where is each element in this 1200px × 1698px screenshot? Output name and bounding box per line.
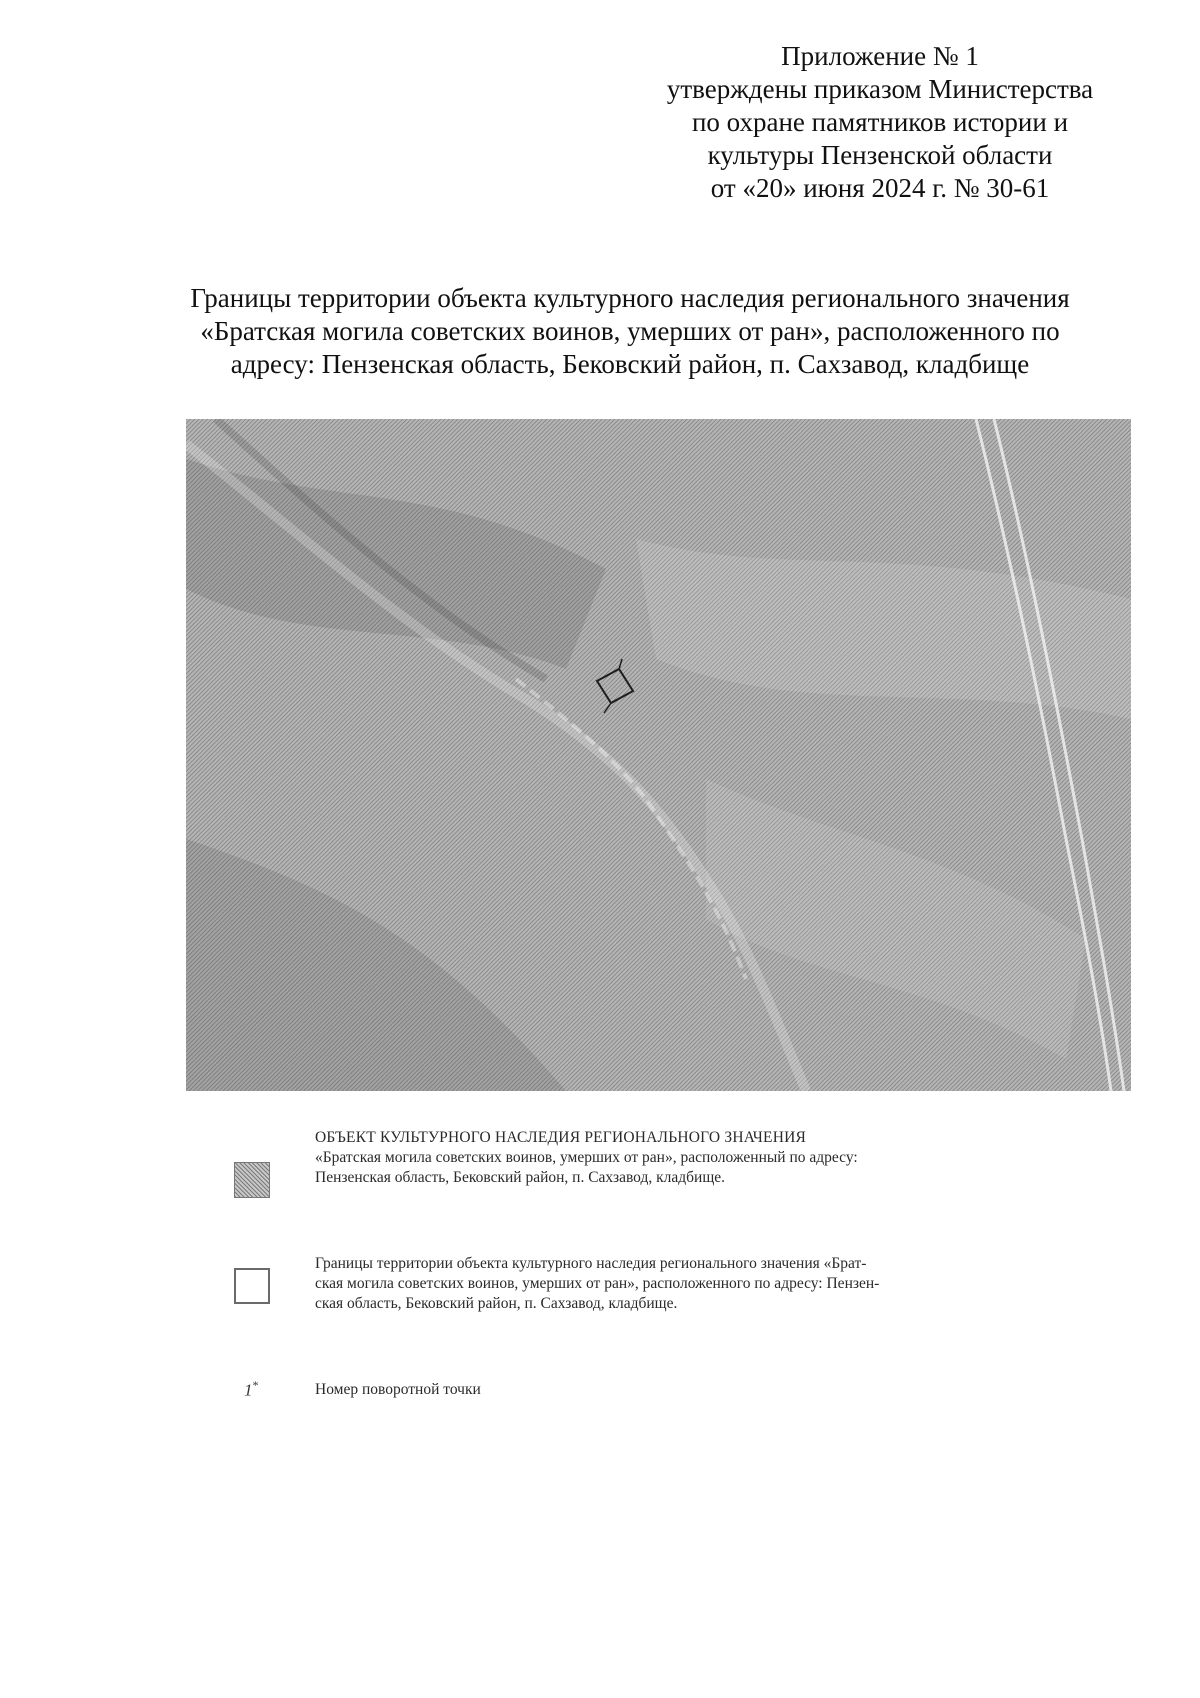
appendix-line-region: культуры Пензенской области [707,140,1053,170]
appendix-line-ministry: по охране памятников истории и [691,107,1069,137]
legend-boundary-line-3: ская область, Бековский район, п. Сахзавод, кладбище. [315,1295,678,1312]
legend-object-line-2: Пензенская область, Бековский район, п. Сахзавод, кладбище. [315,1169,726,1186]
appendix-line-number: Приложение № 1 [781,41,979,71]
turning-point-number: 1 [244,1380,253,1400]
appendix-line-date: от «20» июня 2024 г. № 30-61 [710,173,1050,203]
turning-point-icon [244,1378,259,1401]
legend-object-heading: ОБЪЕКТ КУЛЬТУРНОГО НАСЛЕДИЯ РЕГИОНАЛЬНОГО ЗНАЧЕНИЯ [315,1129,807,1146]
legend-object-text [315,1128,1070,1188]
object-hatched-swatch-icon [234,1162,270,1198]
document-title [130,282,1130,381]
title-line-2: «Братская могила советских воинов, умерших от ран», расположенного по [200,316,1060,346]
title-line-1: Границы территории объекта культурного наследия регионального значения [190,283,1070,313]
legend-object-line-1: «Братская могила советских воинов, умерших от ран», расположенный по адресу: [315,1149,858,1166]
title-line-3: адресу: Пензенская область, Бековский район, п. Сахзавод, кладбище [230,349,1030,379]
legend-boundary-line-2: ская могила советских воинов, умерших от ран», расположенного по адресу: Пензен- [315,1275,880,1292]
legend-boundary-text [315,1254,1070,1314]
appendix-block [600,40,1160,205]
turning-point-marker: * [252,1378,259,1392]
satellite-map [186,419,1131,1091]
boundary-outline-swatch-icon [234,1268,270,1304]
satellite-map-image [186,419,1131,1091]
legend-point-label: Номер поворотной точки [315,1381,481,1398]
legend-boundary-line-1: Границы территории объекта культурного наследия регионального значения «Брат- [315,1255,867,1272]
appendix-line-approved: утверждены приказом Министерства [666,74,1094,104]
